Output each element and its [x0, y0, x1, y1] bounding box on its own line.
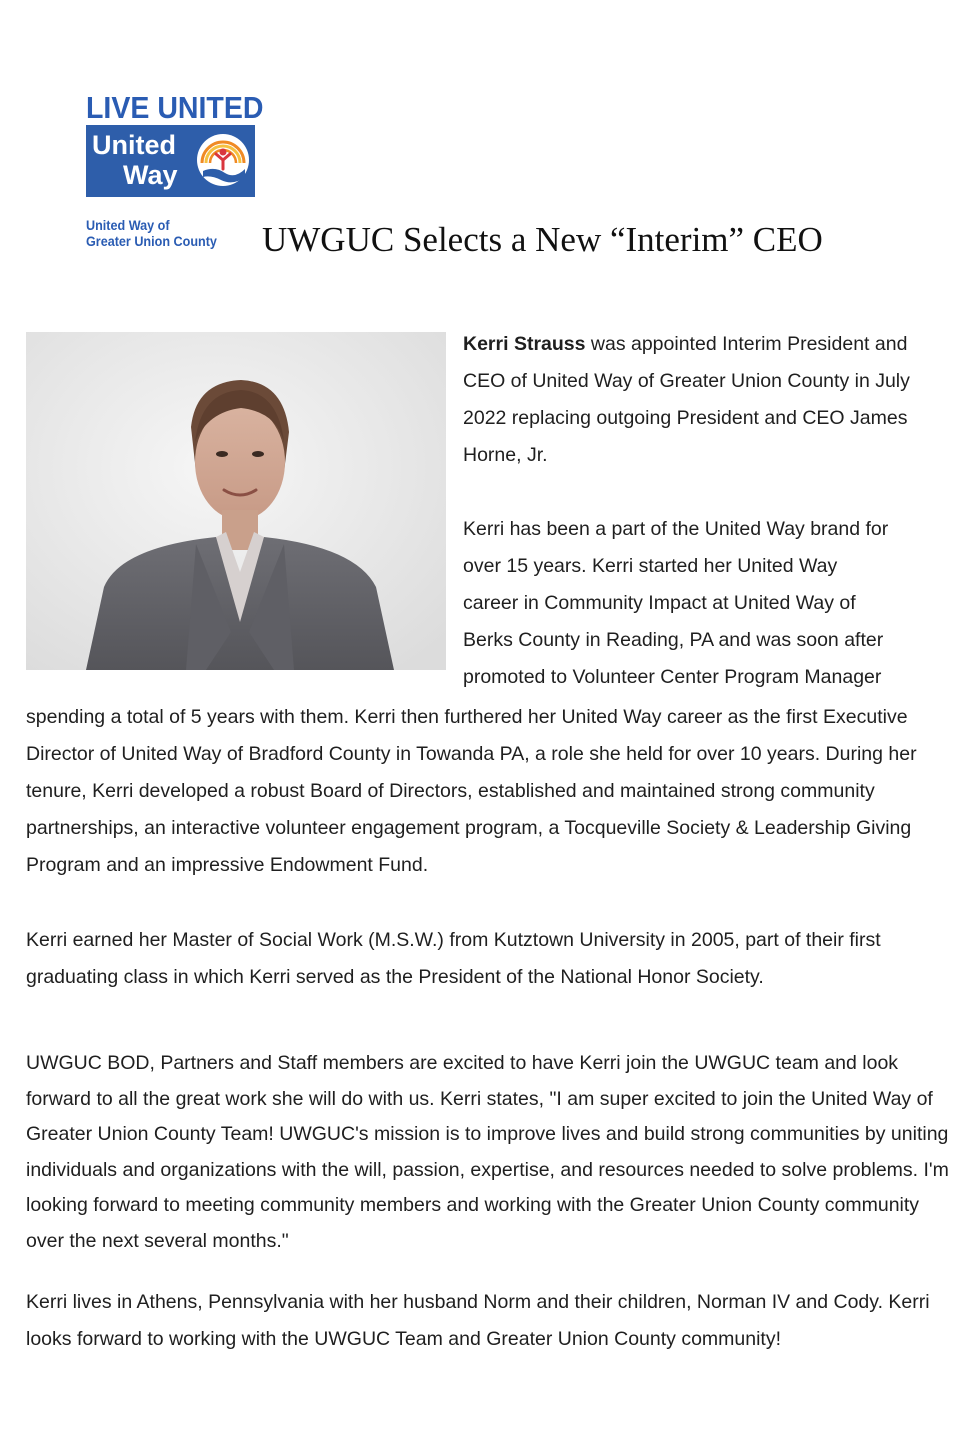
career-line: Kerri has been a part of the United Way brand for — [463, 518, 889, 540]
intro-column — [463, 326, 943, 696]
career-line: promoted to Volunteer Center Program Manager — [463, 666, 882, 688]
organization-name — [86, 217, 217, 249]
intro-text: was appointed Interim President and CEO of United Way of Greater Union County in July 2022 replacing outgoing President and CEO James Horne, Jr. — [463, 333, 910, 466]
career-line: career in Community Impact at United Way of — [463, 592, 856, 614]
brand-word-way: Way — [123, 160, 178, 190]
brand-word-united: United — [92, 130, 176, 160]
closing-paragraph: Kerri lives in Athens, Pennsylvania with her husband Norm and their children, Norman IV and Cody. Kerri looks forward to working with the UWGUC Team and Greater Union County community! — [26, 1291, 930, 1350]
united-way-brand-box — [86, 125, 255, 197]
intro-paragraph — [463, 326, 943, 474]
person-name: Kerri Strauss — [463, 333, 586, 355]
page-title: UWGUC Selects a New “Interim” CEO — [262, 220, 823, 259]
org-name-line1: United Way of — [86, 217, 170, 233]
career-paragraph-continued: spending a total of 5 years with them. Kerri then furthered her United Way career as the first Executive Director of United Way of Bradford County in Towanda PA, a role she held for over 10 years. During her tenure, Kerri developed a robust Board of Directors, established and maintained strong community partnerships, an interactive volunteer engagement program, a Tocqueville Society & Leadership Giving Program and an impressive Endowment Fund. — [26, 706, 917, 876]
united-way-logo — [86, 90, 264, 249]
live-united-tagline: LIVE UNITED — [86, 90, 264, 125]
quote-paragraph: UWGUC BOD, Partners and Staff members are excited to have Kerri join the UWGUC team and look forward to all the great work she will do with us. Kerri states, "I am super excited to join the United Way of Greater Union County Team! UWGUC's mission is to improve lives and build strong communities by uniting individuals and organizations with the will, passion, expertise, and resources needed to solve problems. I'm looking forward to meeting community members and working with the Greater Union County community over the next several months." — [26, 1052, 949, 1252]
org-name-line2: Greater Union County — [86, 233, 217, 249]
portrait-photo — [26, 332, 446, 670]
united-way-emblem-icon — [195, 133, 251, 189]
career-line: over 15 years. Kerri started her United Way — [463, 555, 838, 577]
career-paragraph-start — [463, 511, 943, 696]
career-line: Berks County in Reading, PA and was soon after — [463, 629, 884, 651]
education-paragraph: Kerri earned her Master of Social Work (M.S.W.) from Kutztown University in 2005, part of their first graduating class in which Kerri served as the President of the National Honor Society. — [26, 929, 881, 988]
